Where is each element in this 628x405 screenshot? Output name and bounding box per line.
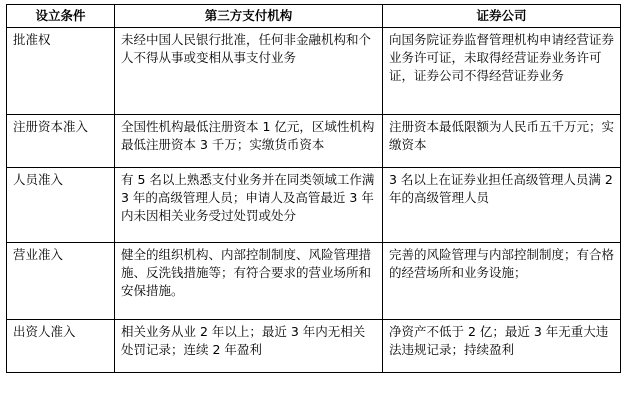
- cell-securities: 3 名以上在证券业担任高级管理人员满 2 年的高级管理人员: [383, 168, 621, 243]
- table-row: [7, 243, 621, 320]
- cell-condition: 出资人准入: [7, 320, 115, 373]
- comparison-table-container: [6, 4, 620, 373]
- cell-payment: 未经中国人民银行批准，任何非金融机构和个人不得从事或变相从事支付业务: [115, 28, 383, 115]
- cell-payment: 健全的组织机构、内部控制制度、风险管理措施、反洗钱措施等；有符合要求的营业场所和安保措施。: [115, 243, 383, 320]
- cell-condition: 营业准入: [7, 243, 115, 320]
- table-row: [7, 320, 621, 373]
- cell-condition: 批准权: [7, 28, 115, 115]
- cell-payment: 相关业务从业 2 年以上；最近 3 年内无相关处罚记录；连续 2 年盈利: [115, 320, 383, 373]
- cell-condition: 注册资本准入: [7, 115, 115, 168]
- table-row: [7, 168, 621, 243]
- cell-payment: 全国性机构最低注册资本 1 亿元，区域性机构最低注册资本 3 千万；实缴货币资本: [115, 115, 383, 168]
- cell-condition: 人员准入: [7, 168, 115, 243]
- cell-securities: 完善的风险管理与内部控制制度；有合格的经营场所和业务设施；: [383, 243, 621, 320]
- header-payment-institution: 第三方支付机构: [115, 5, 383, 28]
- cell-securities: 净资产不低于 2 亿；最近 3 年无重大违法违规记录；持续盈利: [383, 320, 621, 373]
- cell-payment: 有 5 名以上熟悉支付业务并在同类领域工作满 3 年的高级管理人员；申请人及高管最近 3 年内未因相关业务受过处罚或处分: [115, 168, 383, 243]
- header-row: [7, 5, 621, 28]
- cell-securities: 向国务院证券监督管理机构申请经营证券业务许可证，未取得经营证券业务许可证，证券公司不得经营证券业务: [383, 28, 621, 115]
- comparison-table: [6, 4, 621, 373]
- header-condition: 设立条件: [7, 5, 115, 28]
- header-securities-company: 证券公司: [383, 5, 621, 28]
- table-row: [7, 115, 621, 168]
- table-row: [7, 28, 621, 115]
- cell-securities: 注册资本最低限额为人民币五千万元；实缴资本: [383, 115, 621, 168]
